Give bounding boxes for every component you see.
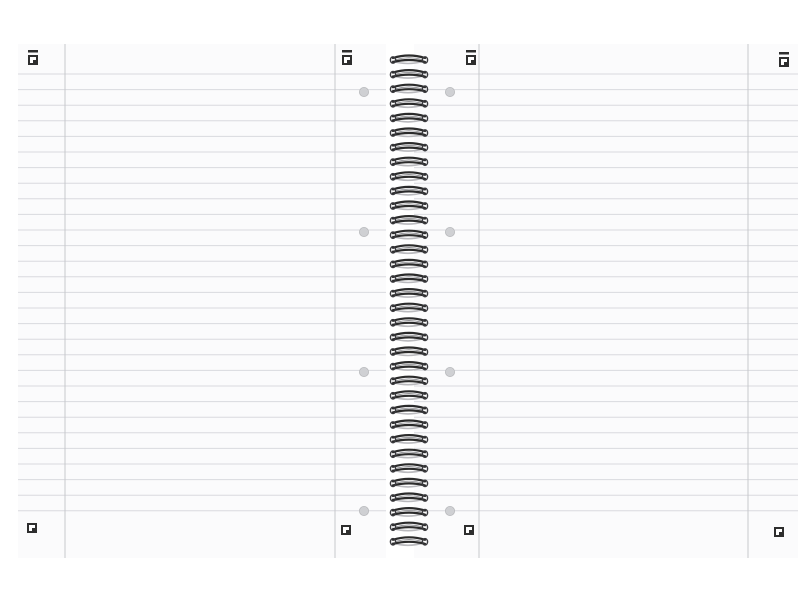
punch-hole <box>445 227 454 236</box>
notebook-brand-logo-icon <box>27 523 37 533</box>
notebook-brand-logo-icon <box>464 525 474 535</box>
punch-hole <box>359 506 368 515</box>
left-page <box>18 44 386 558</box>
punch-hole <box>359 87 368 96</box>
logo-bar <box>342 50 352 53</box>
logo-corner-mark <box>784 62 787 65</box>
punch-hole <box>445 367 454 376</box>
punch-hole <box>445 87 454 96</box>
notebook-brand-logo-icon <box>779 52 789 67</box>
notebook-brand-logo-icon <box>466 50 476 65</box>
logo-corner-mark <box>779 532 782 535</box>
logo-bar <box>779 52 789 55</box>
logo-corner-mark <box>471 60 474 63</box>
punch-hole <box>359 227 368 236</box>
logo-bar <box>466 50 476 53</box>
logo-corner-mark <box>469 530 472 533</box>
notebook-brand-logo-icon <box>28 50 38 65</box>
logo-corner-mark <box>346 530 349 533</box>
logo-corner-mark <box>33 60 36 63</box>
punch-hole <box>359 367 368 376</box>
logo-corner-mark <box>32 528 35 531</box>
right-page <box>414 44 798 558</box>
logo-bar <box>28 50 38 53</box>
punch-hole <box>445 506 454 515</box>
notebook-brand-logo-icon <box>341 525 351 535</box>
logo-corner-mark <box>347 60 350 63</box>
notebook-brand-logo-icon <box>774 527 784 537</box>
notebook-brand-logo-icon <box>342 50 352 65</box>
